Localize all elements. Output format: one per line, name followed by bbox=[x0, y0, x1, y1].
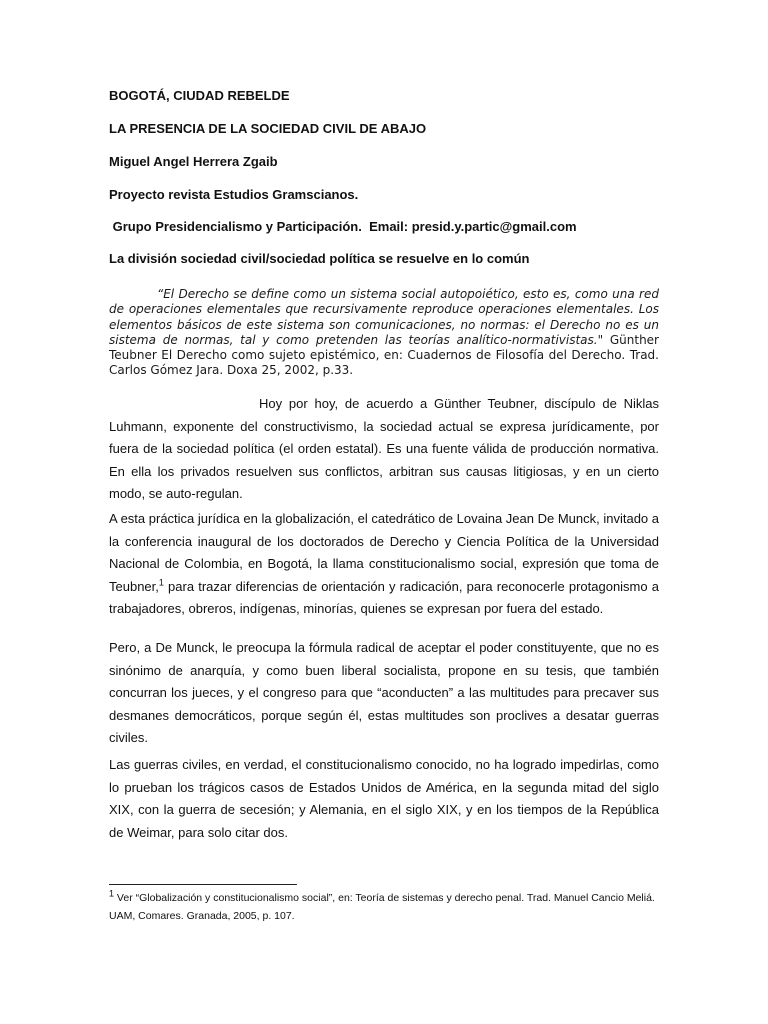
author-name: Miguel Angel Herrera Zgaib bbox=[109, 154, 278, 169]
footnote bbox=[109, 890, 669, 925]
footnote-marker: 1 bbox=[109, 888, 115, 899]
paragraph-4: Las guerras civiles, en verdad, el constitucionalismo conocido, no ha logrado impedirlas, como lo prueban los trágicos casos de Estados Unidos de América, en la segunda mitad del siglo XIX, con la guerra de secesión; y Alemania, en el siglo XIX, y en los tiempos de la República de Weimar, para solo citar dos. bbox=[109, 757, 659, 840]
document-title: BOGOTÁ, CIUDAD REBELDE bbox=[109, 88, 290, 103]
paragraph-2 bbox=[109, 508, 659, 621]
paragraph-3: Pero, a De Munck, le preocupa la fórmula radical de aceptar el poder constituyente, que no es sinónimo de anarquía, y como buen liberal socialista, propone en su tesis, que también concurran los jueces, y el congreso para que “aconducten” a las multitudes para precaver sus desmanes democráticos, porque según él, estas multitudes son proclives a desatar guerras civiles. bbox=[109, 640, 659, 745]
group-line: Grupo Presidencialismo y Participación. Email: presid.y.partic@gmail.com bbox=[109, 219, 577, 234]
document-subtitle: LA PRESENCIA DE LA SOCIEDAD CIVIL DE ABAJO bbox=[109, 121, 427, 136]
paragraph-2-text-b: para trazar diferencias de orientación y radicación, para reconocerle protagonismo a trabajadores, obreros, indígenas, minorías, quienes se expresan por fuera del estado. bbox=[109, 578, 659, 616]
quote-citation: " Günther Teubner El Derecho como sujeto epistémico, en: Cuadernos de Filosofía del Derecho. Trad. Carlos Gómez Jara. Doxa 25, 2002, p.33. bbox=[109, 332, 659, 378]
epigraph-quote bbox=[109, 287, 659, 379]
footnote-divider bbox=[109, 884, 297, 885]
section-heading: La división sociedad civil/sociedad política se resuelve en lo común bbox=[109, 251, 530, 266]
quote-text: “El Derecho se define como un sistema social autopoiético, esto es, como una red de operaciones elementales que recursivamente reproduce operaciones elementales. Los elementos básicos de este sistema son comunicaciones, no normas: el Derecho no es un sistema de normas, tal y como pretenden las teorías analítico-normativistas. bbox=[109, 287, 659, 347]
project-line: Proyecto revista Estudios Gramscianos. bbox=[109, 187, 359, 202]
footnote-text: Ver “Globalización y constitucionalismo social”, en: Teoría de sistemas y derecho penal. Trad. Manuel Cancio Meliá. UAM, Comares. Granada, 2005, p. 107. bbox=[109, 892, 655, 922]
paragraph-2-text-a: A esta práctica jurídica en la globalización, el catedrático de Lovaina Jean De Munck, invitado a la conferencia inaugural de los doctorados de Derecho y Ciencia Política de la Universidad Nacional de Colombia, en Bogotá, la llama constitucionalismo social, expresión que toma de Teubner, bbox=[109, 511, 659, 594]
footnote-reference[interactable]: 1 bbox=[158, 577, 164, 588]
paragraph-1: Hoy por hoy, de acuerdo a Günther Teubner, discípulo de Niklas Luhmann, exponente del constructivismo, la sociedad actual se expresa jurídicamente, por fuera de la sociedad política (el orden estatal). Es una fuente válida de producción normativa. En ella los privados resuelven sus conflictos, arbitran sus causas litigiosas, y en un cierto modo, se auto-regulan. bbox=[109, 396, 659, 501]
